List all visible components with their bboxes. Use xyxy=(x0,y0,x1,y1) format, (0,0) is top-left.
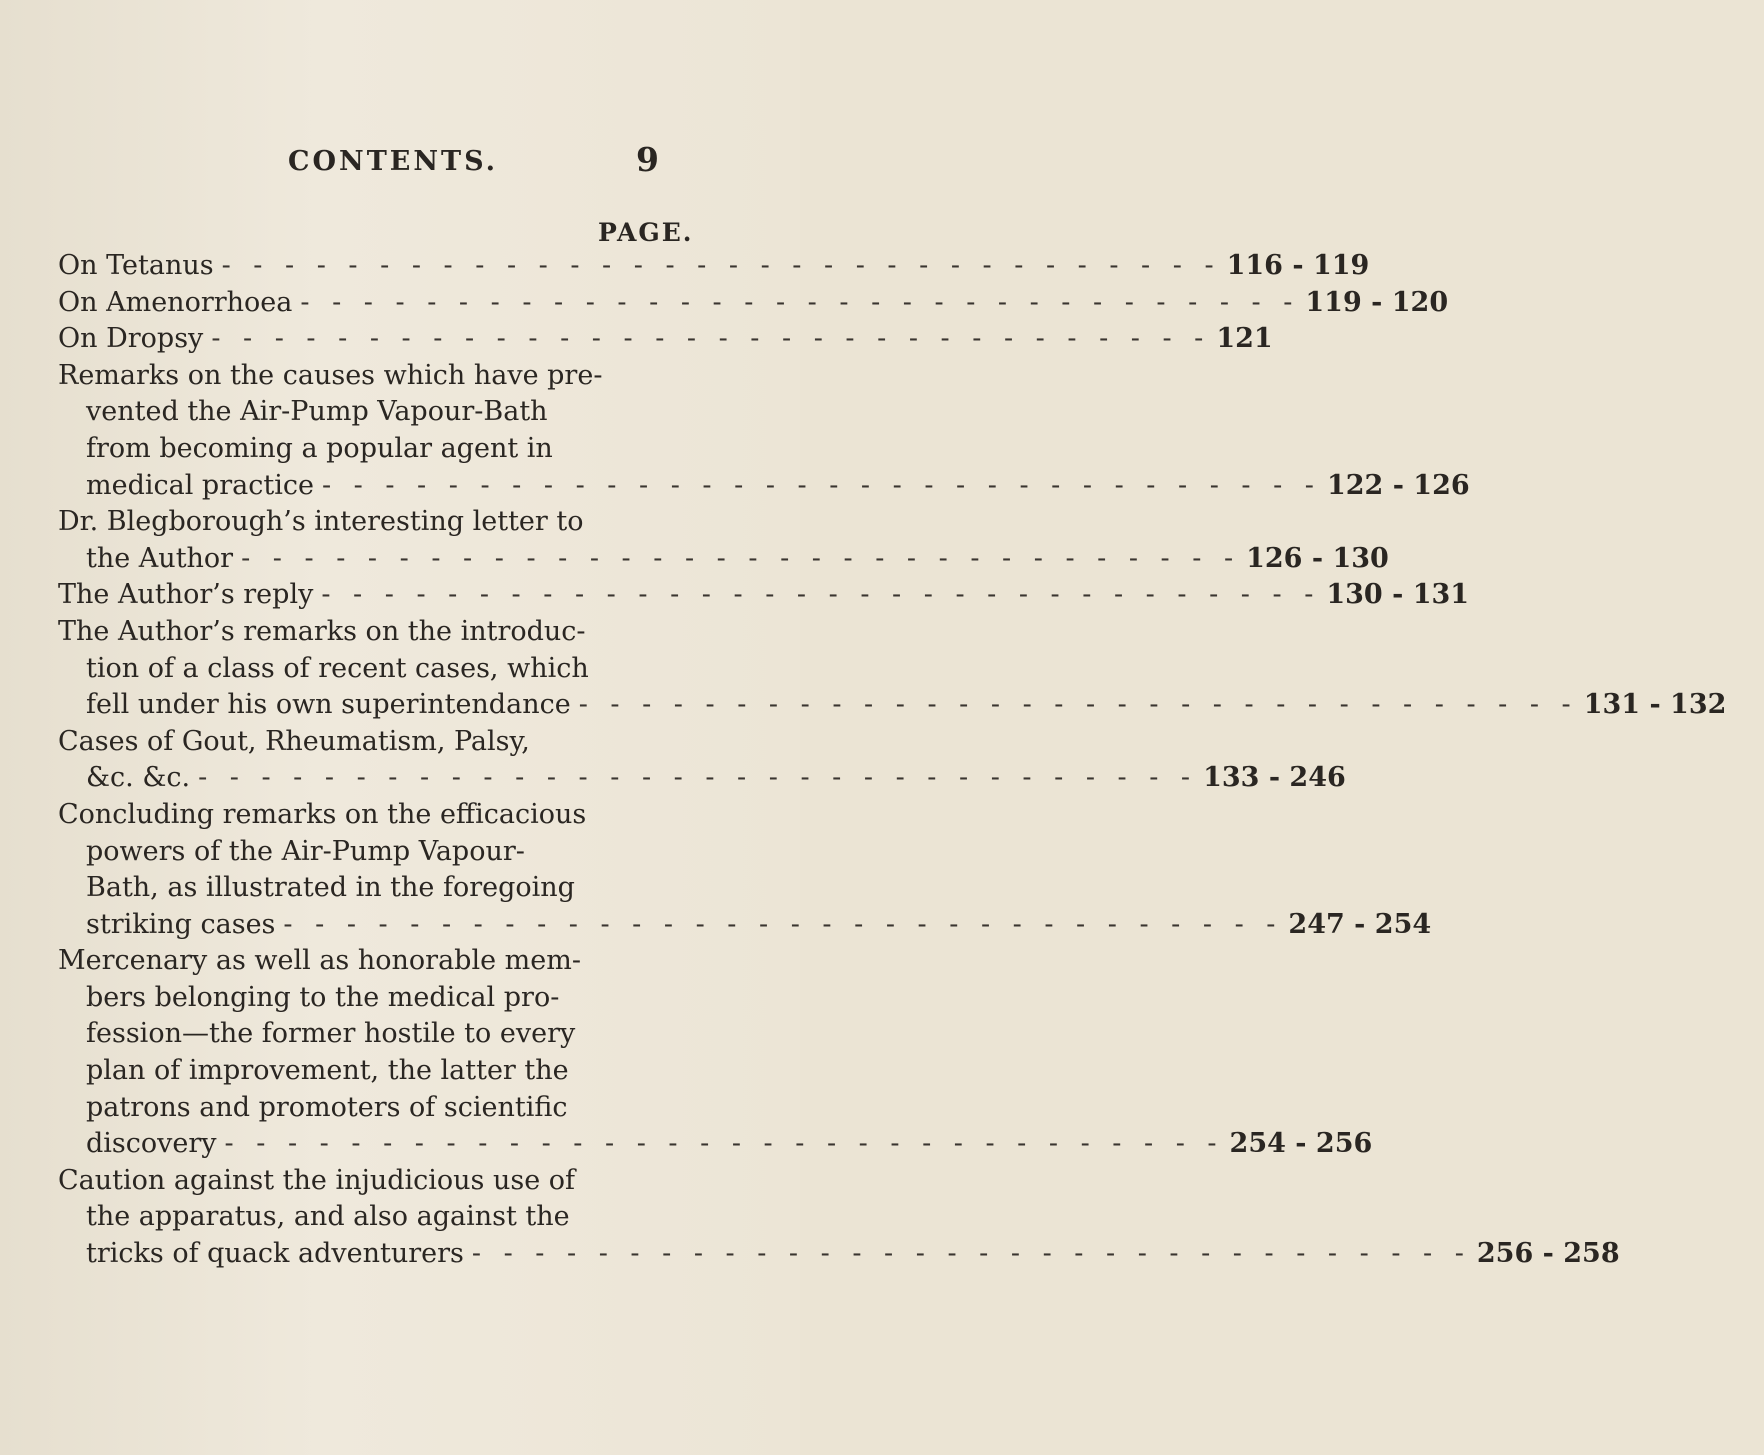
toc-line xyxy=(58,982,778,1019)
toc-entry-text: On Amenorrhoea xyxy=(58,286,293,318)
toc-line xyxy=(58,1238,1620,1275)
toc-line xyxy=(58,542,1389,580)
toc-line xyxy=(58,836,778,873)
toc-entry-text: Bath, as illustrated in the foregoing xyxy=(86,872,575,904)
toc-page-range: 119 - 120 xyxy=(1305,286,1449,318)
toc-line xyxy=(58,1092,778,1129)
toc-line xyxy=(58,908,1432,946)
toc-entry-text: bers belonging to the medical pro- xyxy=(86,981,560,1013)
toc-entry-text: patrons and promoters of scientific xyxy=(86,1091,568,1123)
toc-entry-text: Dr. Blegborough’s interesting letter to xyxy=(58,506,584,538)
toc-page-range: 256 - 258 xyxy=(1476,1238,1620,1270)
toc-line xyxy=(58,396,778,433)
toc-entry xyxy=(58,579,1470,616)
toc-line xyxy=(58,433,778,470)
toc-entry xyxy=(58,798,1432,945)
toc-entry-text: Concluding remarks on the efficacious xyxy=(58,798,587,830)
table-of-contents xyxy=(58,250,1727,1275)
toc-entry-text: Caution against the injudicious use of xyxy=(58,1164,576,1196)
toc-entry xyxy=(58,250,1370,287)
toc-entry-text: Mercenary as well as honorable mem- xyxy=(58,945,581,977)
toc-line xyxy=(58,1018,778,1055)
toc-entry-text: striking cases xyxy=(86,908,276,940)
toc-entry xyxy=(58,323,1273,360)
dot-leader: - - - - - - - - - - - - - - - - - - - - - - - - - - - - - - - - xyxy=(198,762,1198,794)
toc-line xyxy=(58,762,1346,799)
toc-line xyxy=(58,1165,778,1202)
toc-entry-text: Cases of Gout, Rheumatism, Palsy, xyxy=(58,725,530,757)
toc-line xyxy=(58,689,1727,726)
toc-page-range: 126 - 130 xyxy=(1246,542,1389,574)
dot-leader: - - - - - - - - - - - - - - - - - - - - - - - - - - - - - - - - xyxy=(211,323,1211,355)
toc-page-range: 131 - 132 xyxy=(1583,689,1727,721)
dot-leader: - - - - - - - - - - - - - - - - - - - - - - - - - - - - - - - - xyxy=(224,1128,1224,1160)
toc-entry-text: from becoming a popular agent in xyxy=(86,432,553,464)
dot-leader: - - - - - - - - - - - - - - - - - - - - - - - - - - - - - - - - xyxy=(321,469,1321,501)
toc-entry-text: fession—the former hostile to every xyxy=(86,1018,576,1050)
toc-entry-text: medical practice xyxy=(86,469,314,501)
toc-line xyxy=(58,250,1370,287)
toc-entry xyxy=(58,725,1346,799)
toc-entry xyxy=(58,286,1449,324)
toc-entry-text: the apparatus, and also against the xyxy=(86,1201,570,1233)
toc-entry-text: plan of improvement, the latter the xyxy=(86,1055,569,1087)
toc-entry xyxy=(58,945,1373,1165)
toc-line xyxy=(58,945,778,982)
dot-leader: - - - - - - - - - - - - - - - - - - - - - - - - - - - - - - - - xyxy=(471,1238,1471,1270)
toc-page-range: 133 - 246 xyxy=(1203,762,1346,794)
toc-line xyxy=(58,653,778,690)
toc-entry xyxy=(58,1164,1620,1275)
dot-leader: - - - - - - - - - - - - - - - - - - - - - - - - - - - - - - - - xyxy=(578,689,1578,721)
toc-line xyxy=(58,799,778,836)
toc-page-range: 130 - 131 xyxy=(1326,579,1470,611)
dot-leader: - - - - - - - - - - - - - - - - - - - - - - - - - - - - - - - - xyxy=(283,908,1283,940)
dot-leader: - - - - - - - - - - - - - - - - - - - - - - - - - - - - - - - - xyxy=(241,542,1241,574)
toc-line xyxy=(58,360,778,397)
dot-leader: - - - - - - - - - - - - - - - - - - - - - - - - - - - - - - - - xyxy=(321,579,1321,611)
toc-line xyxy=(58,1128,1373,1165)
dot-leader: - - - - - - - - - - - - - - - - - - - - - - - - - - - - - - - - xyxy=(221,250,1221,281)
toc-entry-text: fell under his own superintendance xyxy=(86,689,571,721)
page-column-label: PAGE. xyxy=(598,218,694,247)
toc-entry xyxy=(58,506,1389,579)
toc-entry-text: discovery xyxy=(86,1128,217,1160)
toc-entry-text: vented the Air-Pump Vapour-Bath xyxy=(86,396,548,428)
toc-line xyxy=(58,872,778,909)
toc-entry-text: the Author xyxy=(86,542,234,574)
toc-entry-text: The Author’s remarks on the introduc- xyxy=(58,615,586,647)
toc-line xyxy=(58,1201,778,1238)
toc-line xyxy=(58,323,1273,360)
toc-page-range: 122 - 126 xyxy=(1326,469,1470,501)
dot-leader: - - - - - - - - - - - - - - - - - - - - - - - - - - - - - - - - xyxy=(300,286,1300,318)
toc-line xyxy=(58,286,1449,324)
toc-entry-text: On Dropsy xyxy=(58,323,204,355)
toc-entry-text: On Tetanus xyxy=(58,250,214,281)
toc-entry-text: tricks of quack adventurers xyxy=(86,1238,464,1270)
toc-entry-text: The Author’s reply xyxy=(58,579,314,611)
toc-entry-text: &c. &c. xyxy=(86,762,191,794)
toc-page-range: 254 - 256 xyxy=(1229,1128,1373,1160)
toc-entry xyxy=(58,359,1470,506)
page-number: 9 xyxy=(636,140,659,179)
toc-page-range: 116 - 119 xyxy=(1226,250,1370,281)
toc-line xyxy=(58,506,778,543)
toc-entry-text: tion of a class of recent cases, which xyxy=(86,652,589,684)
toc-page-range: 247 - 254 xyxy=(1288,908,1432,940)
running-title: CONTENTS. xyxy=(288,146,499,177)
toc-line xyxy=(58,726,778,763)
toc-line xyxy=(58,579,1470,616)
toc-page-range: 121 xyxy=(1216,323,1273,355)
toc-entry xyxy=(58,615,1727,726)
toc-line xyxy=(58,1055,778,1092)
toc-entry-text: powers of the Air-Pump Vapour- xyxy=(86,835,525,867)
toc-line xyxy=(58,469,1470,507)
toc-line xyxy=(58,616,778,653)
toc-entry-text: Remarks on the causes which have pre- xyxy=(58,359,603,391)
